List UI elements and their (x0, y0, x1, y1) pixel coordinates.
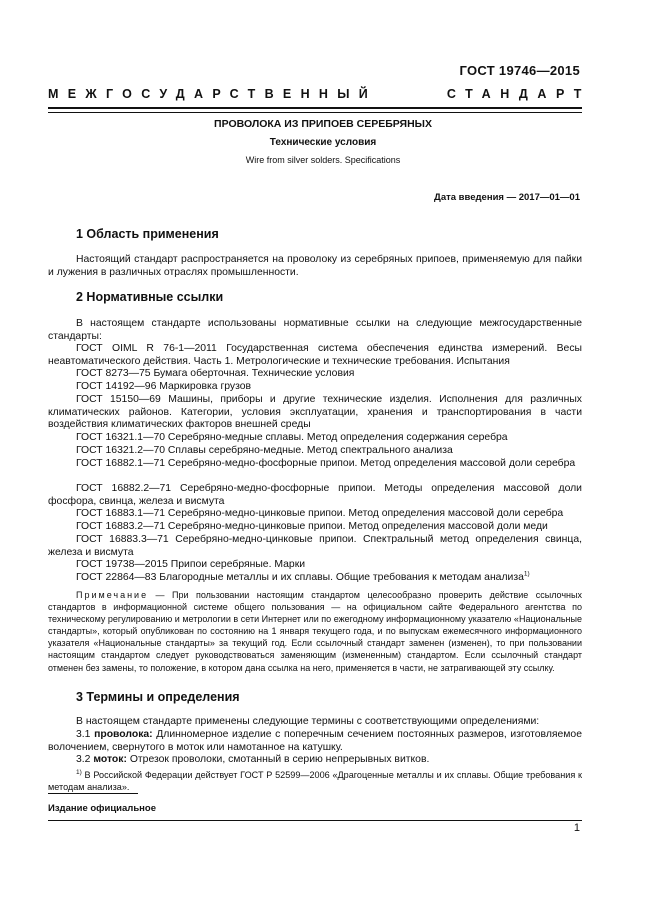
section-1-heading: 1 Область применения (76, 227, 219, 241)
banner-word-interstate: МЕЖГОСУДАРСТВЕННЫЙ (48, 87, 378, 101)
reference-item: ГОСТ 19738—2015 Припои серебряные. Марки (76, 559, 306, 570)
official-edition-label: Издание официальное (48, 803, 156, 814)
page-number: 1 (573, 822, 580, 834)
term-definition-wire (48, 729, 582, 754)
reference-item: ГОСТ 16321.2—70 Сплавы серебряно-медные. Метод спектрального анализа (76, 445, 453, 456)
term-number: 3.1 (76, 729, 95, 740)
footnote-mark: 1) (76, 768, 82, 776)
gost-number: ГОСТ 19746—2015 (459, 63, 580, 78)
bottom-rule (48, 820, 582, 821)
term-definition: Длинномерное изделие с поперечным сечением постоянных размеров, изготовляемое волочением, свернутого в моток или намотанное на катушку. (48, 729, 582, 753)
reference-item: ГОСТ 16883.2—71 Серебряно-медно-цинковые припои. Метод определения массовой доли меди (76, 521, 548, 532)
term-word: проволока: (94, 729, 153, 740)
references-note (48, 589, 582, 674)
reference-item: ГОСТ 16883.1—71 Серебряно-медно-цинковые припои. Метод определения массовой доли серебра (76, 508, 564, 519)
introduction-date: Дата введения — 2017—01—01 (434, 192, 580, 203)
section-1-text: Настоящий стандарт распространяется на проволоку из серебряных припоев, применяемую для пайки и лужения в различных отраслях промышленности. (48, 254, 582, 278)
reference-item-with-footnote (48, 572, 582, 585)
document-title: ПРОВОЛОКА ИЗ ПРИПОЕВ СЕРЕБРЯНЫХ (214, 118, 432, 130)
document-subtitle: Технические условия (269, 137, 377, 148)
footnote-marker[interactable]: 1) (523, 570, 530, 578)
reference-item: ГОСТ 16883.3—71 Серебряно-медно-цинковые припои. Спектральный метод определения свинца, железа и висмута (48, 534, 582, 558)
term-word: моток: (93, 754, 127, 765)
section-3-heading: 3 Термины и определения (76, 690, 240, 704)
reference-item: ГОСТ 16321.1—70 Серебряно-медные сплавы. Метод определения содержания серебра (76, 432, 508, 443)
banner-word-standard: СТАНДАРТ (446, 87, 591, 101)
reference-item: ГОСТ 8273—75 Бумага оберточная. Технические условия (76, 368, 355, 379)
term-number: 3.2 (76, 754, 94, 765)
section-3-intro: В настоящем стандарте применены следующие термины с соответствующими определениями: (76, 716, 540, 727)
reference-item: ГОСТ OIML R 76-1—2011 Государственная система обеспечения единства измерений. Весы неавтоматического действия. Часть 1. Метрологические и технические требования. Испытания (48, 343, 582, 367)
footnote (48, 770, 582, 794)
term-definition: Отрезок проволоки, смотанный в серию непрерывных витков. (126, 754, 430, 765)
reference-item: ГОСТ 16882.2—71 Серебряно-медно-фосфорные припои. Методы определения массовой доли фосфора, свинца, железа и висмута (48, 483, 582, 507)
document-title-english: Wire from silver solders. Specifications (245, 155, 401, 165)
header-rule-thin (48, 112, 582, 113)
section-2-intro: В настоящем стандарте использованы нормативные ссылки на следующие межгосударственные стандарты: (48, 318, 582, 342)
header-rule-thick (48, 107, 582, 109)
section-2-heading: 2 Нормативные ссылки (76, 290, 224, 304)
footnote-text: В Российской Федерации действует ГОСТ Р 52599—2006 «Драгоценные металлы и их сплавы. Общие требования к методам анализа». (48, 770, 582, 792)
reference-item: ГОСТ 14192—96 Маркировка грузов (76, 381, 252, 392)
note-label: Примечание (76, 590, 149, 600)
reference-text: ГОСТ 22864—83 Благородные металлы и их сплавы. Общие требования к методам анализа (76, 572, 524, 583)
reference-item: ГОСТ 16882.1—71 Серебряно-медно-фосфорные припои. Метод определения массовой доли серебра (76, 458, 576, 469)
reference-item: ГОСТ 15150—69 Машины, приборы и другие технические изделия. Исполнения для различных климатических районов. Категории, условия эксплуатации, хранения и транспортирования в части воздействия климатических факторов внешней среды (48, 394, 582, 431)
note-text: — При пользовании настоящим стандартом целесообразно проверить действие ссылочных стандартов в информационной системе общего пользования — на официальном сайте Федерального агентства по техническому регулированию и метрологии в сети Интернет или по ежегодному информационному указателю «Национальные стандарты», который опубликован по состоянию на 1 января текущего года, и по выпускам ежемесячного информационного указателя «Национальные стандарты» за текущий год. Если ссылочный стандарт заменен (изменен), то при пользовании настоящим стандартом следует руководствоваться заменяющим (измененным) стандартом. Если ссылочный стандарт отменен без замены, то положение, в котором дана ссылка на него, применяется в части, не затрагивающей эту ссылку. (48, 590, 582, 673)
term-definition-coil (48, 754, 582, 767)
